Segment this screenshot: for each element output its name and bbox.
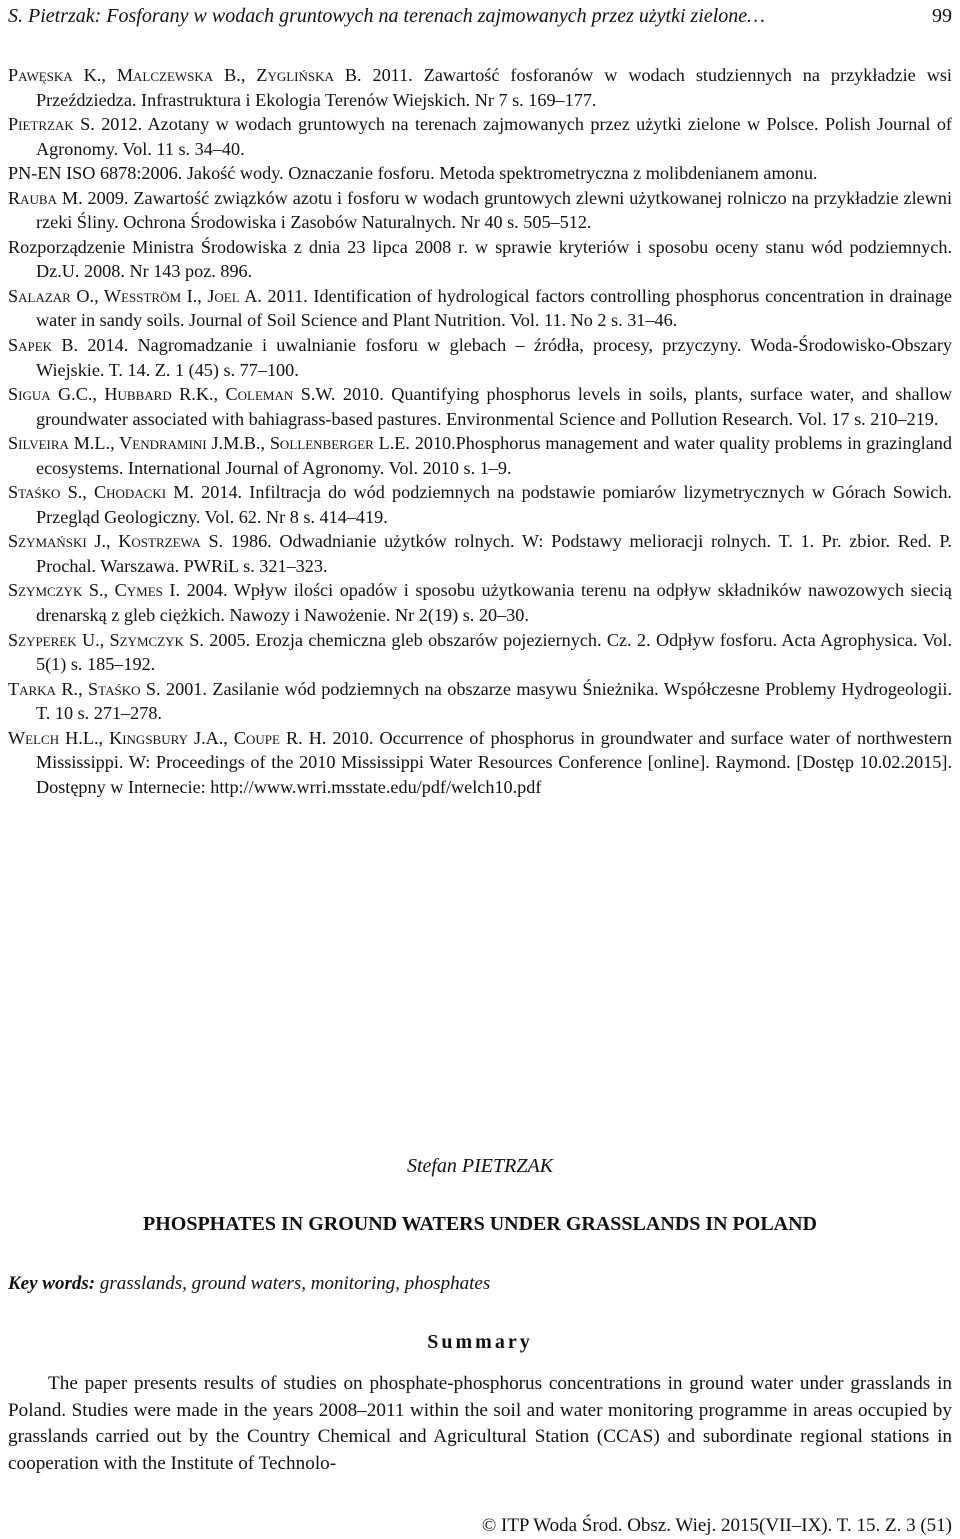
reference-details: 2010. Occurrence of phosphorus in groundwater and surface water of northwestern Mississippi. W: Proceedings of the 2010 Mississippi Water Resources Conference [online]. Raymond. [Dostęp 10.02.2015]. Dostępny w Internecie: http://www.wrri.msstate.edu/pdf/welch10.pdf bbox=[36, 727, 952, 797]
reference-item bbox=[8, 431, 952, 480]
reference-details: 1986. Odwadnianie użytków rolnych. W: Podstawy melioracji rolnych. T. 1. Pr. zbior. Red. P. Prochal. Warszawa. PWRiL s. 321–323. bbox=[36, 531, 952, 576]
reference-item bbox=[8, 726, 952, 800]
reference-item bbox=[8, 480, 952, 529]
footer-copyright: © ITP Woda Środ. Obsz. Wiej. 2015(VII–IX). T. 15. Z. 3 (51) bbox=[481, 1515, 952, 1536]
english-title: PHOSPHATES IN GROUND WATERS UNDER GRASSLANDS IN POLAND bbox=[143, 1213, 817, 1235]
reference-item bbox=[8, 529, 952, 578]
reference-item bbox=[8, 628, 952, 677]
summary-author: Stefan PIETRZAK bbox=[406, 1155, 554, 1177]
reference-authors: Sigua G.C., Hubbard R.K., Coleman S.W. bbox=[8, 384, 336, 405]
reference-details: 2001. Zasilanie wód podziemnych na obszarze masywu Śnieżnika. Współczesne Problemy Hydrogeologii. T. 10 s. 271–278. bbox=[36, 678, 952, 724]
keywords-label: Key words: bbox=[8, 1273, 96, 1294]
reference-authors: Welch H.L., Kingsbury J.A., Coupe R. H. bbox=[8, 727, 327, 748]
reference-authors: Szymczyk S., Cymes I. bbox=[8, 580, 181, 601]
reference-details: 2014. Infiltracja do wód podziemnych na podstawie pomiarów lizymetrycznych w Górach Sowich. Przegląd Geologiczny. Vol. 62. Nr 8 s. 414–419. bbox=[36, 482, 952, 527]
keywords-text: grasslands, ground waters, monitoring, phosphates bbox=[95, 1273, 491, 1294]
reference-authors: Szymański J., Kostrzewa S. bbox=[8, 531, 224, 552]
reference-details: 2014. Nagromadzanie i uwalnianie fosforu w glebach – źródła, procesy, przyczyny. Woda-Środowisko-Obszary Wiejskie. T. 14. Z. 1 (45) s. 77–100. bbox=[36, 335, 952, 380]
reference-authors: Pawęska K., Malczewska B., Zyglińska B. bbox=[8, 65, 362, 85]
page-number: 99 bbox=[932, 5, 952, 27]
running-title: S. Pietrzak: Fosforany w wodach gruntowych na terenach zajmowanych przez użytki zielone… bbox=[8, 5, 765, 27]
reference-item bbox=[8, 333, 952, 382]
reference-item bbox=[8, 284, 952, 333]
reference-authors: Rauba M. bbox=[8, 187, 83, 208]
reference-item bbox=[8, 578, 952, 627]
reference-details: 2005. Erozja chemiczna gleb obszarów pojeziernych. Cz. 2. Odpływ fosforu. Acta Agrophysica. Vol. 5(1) s. 185–192. bbox=[36, 629, 952, 675]
reference-details: 2004. Wpływ ilości opadów i sposobu użytkowania terenu na odpływ składników nawozowych siecią drenarską z gleb ciężkich. Nawozy i Nawożenie. Nr 2(19) s. 20–30. bbox=[36, 580, 953, 626]
reference-authors: Sapek B. bbox=[8, 335, 79, 356]
reference-item bbox=[8, 112, 952, 161]
reference-item bbox=[8, 677, 952, 726]
reference-authors: Salazar O., Wesström I., Joel A. bbox=[8, 285, 262, 306]
reference-details: 2009. Zawartość związków azotu i fosforu w wodach gruntowych zlewni użytkowanej rolniczo na przykładzie zlewni rzeki Śliny. Ochrona Środowiska i Zasobów Naturalnych. Nr 40 s. 505–512. bbox=[36, 187, 953, 233]
reference-details: 2011. Zawartość fosforanów w wodach studziennych na przykładzie wsi Przeździedza. Infrastruktura i Ekologia Terenów Wiejskich. Nr 7 s. 169–177. bbox=[36, 65, 952, 110]
reference-authors: Pietrzak S. bbox=[8, 114, 95, 135]
reference-details: 2011. Identification of hydrological factors controlling phosphorus concentration in drainage water in sandy soils. Journal of Soil Science and Plant Nutrition. Vol. 11. No 2 s. 31–46. bbox=[36, 285, 952, 331]
reference-item bbox=[8, 161, 952, 186]
reference-authors: Tarka R., Staśko S. bbox=[8, 678, 161, 699]
summary-heading: Summary bbox=[427, 1331, 533, 1353]
reference-item bbox=[8, 186, 952, 235]
reference-list bbox=[8, 63, 952, 799]
running-header bbox=[8, 4, 952, 28]
reference-item bbox=[8, 63, 952, 112]
reference-item bbox=[8, 382, 952, 431]
summary-text: The paper presents results of studies on phosphate-phosphorus concentrations in ground water under grasslands in Poland. Studies were made in the years 2008–2011 within the soil and water monitoring programme in areas occupied by grasslands carried out by the Country Chemical and Agricultural Station (CCAS) and subordinate regional stations in cooperation with the Institute of Technolo- bbox=[8, 1373, 952, 1474]
reference-details: 2010. Quantifying phosphorus levels in soils, plants, surface water, and shallow groundwater associated with bahiagrass-based pastures. Environmental Science and Pollution Research. Vol. 17 s. 210–219. bbox=[36, 384, 952, 429]
reference-authors: Szyperek U., Szymczyk S. bbox=[8, 629, 204, 650]
reference-details: 2010.Phosphorus management and water quality problems in grazingland ecosystems. International Journal of Agronomy. Vol. 2010 s. 1–9. bbox=[36, 433, 952, 478]
reference-details: 2012. Azotany w wodach gruntowych na terenach zajmowanych przez użytki zielone w Polsce. Polish Journal of Agronomy. Vol. 11 s. 34–40. bbox=[36, 114, 952, 159]
reference-authors: Silveira M.L., Vendramini J.M.B., Sollenberger L.E. bbox=[8, 433, 410, 454]
reference-authors: Staśko S., Chodacki M. bbox=[8, 482, 194, 503]
reference-item bbox=[8, 235, 952, 284]
reference-details: Rozporządzenie Ministra Środowiska z dnia 23 lipca 2008 r. w sprawie kryteriów i sposobu oceny stanu wód podziemnych. Dz.U. 2008. Nr 143 poz. 896. bbox=[8, 236, 952, 282]
reference-details: PN-EN ISO 6878:2006. Jakość wody. Oznaczanie fosforu. Metoda spektrometryczna z molibdenianem amonu. bbox=[8, 163, 818, 184]
keywords-line bbox=[8, 1272, 952, 1296]
